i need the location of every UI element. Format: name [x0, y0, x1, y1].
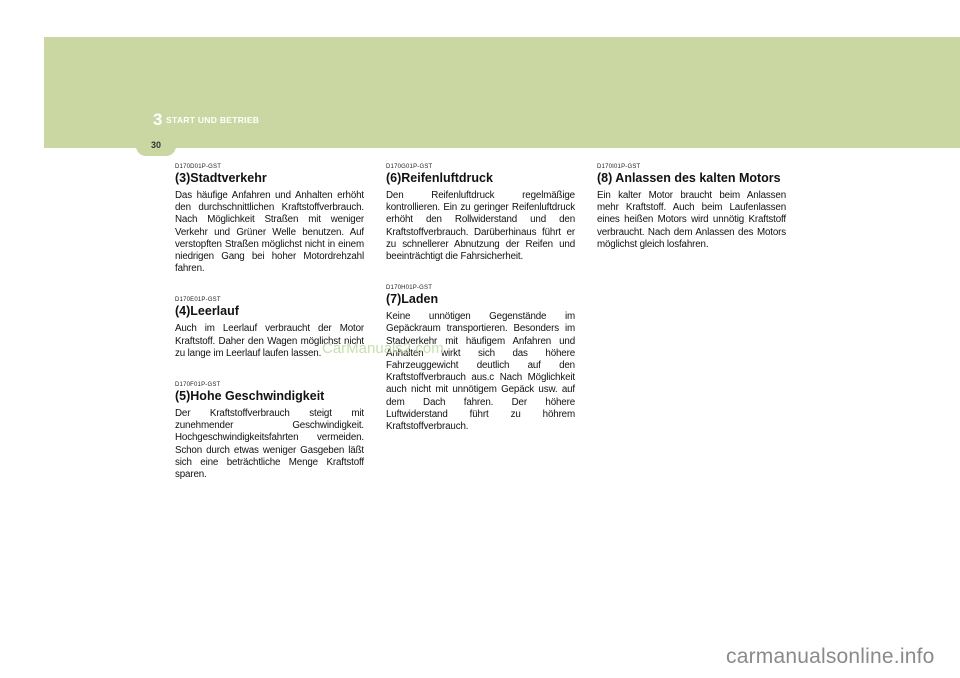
section-body: Der Kraftstoffverbrauch steigt mit zunehmender Geschwindigkeit. Hochgeschwindigkeitsfahrten vermeiden. Schon durch etwas weniger Gasgeben läßt sich eine beträchtliche Menge Kraftstoff sparen. [175, 408, 364, 481]
column-left [175, 164, 364, 503]
section-code: D170I01P-GST [597, 164, 641, 170]
section-body: Den Reifenluftdruck regelmäßige kontrollieren. Ein zu geringer Reifenluftdruck erhöht den Rollwiderstand und den Kraftstoffverbrauch. Darüberhinaus führt er zu schnellerer Abnutzung der Reifen und beeinträchtigt die Fahrsicherheit. [386, 190, 575, 263]
header-band [44, 37, 960, 148]
section-code: D170D01P-GST [175, 164, 222, 170]
chapter-title: START UND BETRIEB [166, 115, 260, 125]
section-title: (3)Stadtverkehr [175, 171, 267, 185]
chapter-number: 3 [153, 110, 163, 129]
section-title: (7)Laden [386, 292, 439, 307]
section-stadtverkehr [175, 164, 364, 275]
section-code: D170G01P-GST [386, 164, 433, 170]
section-code: D170H01P-GST [386, 285, 433, 292]
page-number: 30 [150, 140, 161, 150]
section-body: Ein kalter Motor braucht beim Anlassen mehr Kraftstoff. Auch beim Laufenlassen eines heißen Motors wird unnötig Kraftstoff verbraucht. Nach dem Anlassen des Motors möglichst gleich losfahren. [597, 190, 786, 250]
section-code: D170F01P-GST [175, 382, 221, 389]
section-body: Das häufige Anfahren und Anhalten erhöht den durchschnittlichen Kraftstoffverbrauch. Nach Möglichkeit Straßen mit weniger Verkehr und Grüner Welle benutzen. Auf verstopften Straßen möglichst nicht in einem niedrigen Gang bei hoher Motordrehzahl fahren. [175, 190, 364, 275]
watermark-carmanuals2: CarManuals2.com [322, 340, 444, 357]
section-title: (5)Hohe Geschwindigkeit [175, 389, 325, 404]
section-body: Auch im Leerlauf verbraucht der Motor Kraftstoff. Daher den Wagen möglichst nicht zu lange im Leerlauf laufen lassen. [175, 323, 364, 359]
section-body: Keine unnötigen Gegenstände im Gepäckraum transportieren. Besonders im Stadverkehr mit häufigem Anfahren und Anhalten wirkt sich das höhere Fahrzeuggewicht deutlich auf den Kraftstoffverbrauch aus.c Nach Möglichkeit auch nicht mit unnötigem Gepäck usw. auf dem Dach fahren. Der höhere Luftwiderstand führt zu höhrem Kraftstoffverbrauch. [386, 311, 575, 433]
column-right [597, 164, 786, 273]
section-kalter-motor [597, 164, 786, 251]
section-laden [386, 285, 575, 433]
section-title: (6)Reifenluftdruck [386, 171, 493, 185]
section-title: (4)Leerlauf [175, 304, 239, 319]
column-middle [386, 164, 575, 455]
section-hohe-geschwindigkeit [175, 382, 364, 481]
section-code: D170E01P-GST [175, 297, 221, 304]
page-number-tab [136, 135, 176, 156]
section-reifenluftdruck [386, 164, 575, 263]
section-title: (8) Anlassen des kalten Motors [597, 171, 781, 185]
watermark-carmanualsonline: carmanualsonline.info [726, 645, 935, 668]
